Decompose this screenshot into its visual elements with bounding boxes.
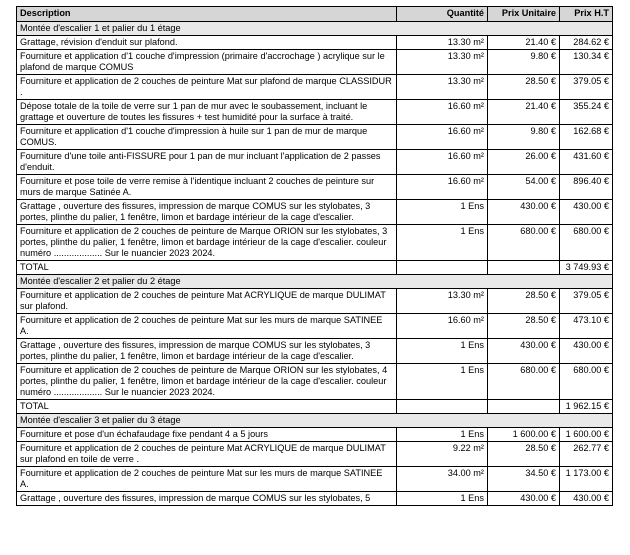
line-description: Grattage , ouverture des fissures, impression de marque COMUS sur les stylobates, 3 portes, plinthe du palier, 1 fenêtre, limon et bardage intérieur de la cage d'escalier.	[17, 339, 397, 364]
line-description: Fourniture et application de 2 couches de peinture de Marque ORION sur les stylobates, 4 portes, plinthe du palier, 1 fenêtre, limon et bardage intérieur de la cage d'escalier. couleur numéro ................... Sur le nuancier 2023 2024.	[17, 364, 397, 400]
line-total-price: 430.00 €	[560, 339, 613, 364]
line-description: Fourniture d'une toile anti-FISSURE pour 1 pan de mur incluant l'application de 2 passes d'enduit.	[17, 150, 397, 175]
line-unit-price: 9.80 €	[488, 125, 560, 150]
line-quantity: 1 Ens	[397, 492, 488, 506]
table-row	[17, 100, 613, 125]
line-description: Fourniture et application d'1 couche d'impression (primaire d'accrochage ) acrylique sur le plafond de marque COMUS	[17, 50, 397, 75]
line-total-price: 680.00 €	[560, 225, 613, 261]
line-total-price: 130.34 €	[560, 50, 613, 75]
line-total-price: 431.60 €	[560, 150, 613, 175]
table-row	[17, 175, 613, 200]
header-prix-unitaire: Prix Unitaire	[488, 7, 560, 22]
table-row	[17, 314, 613, 339]
line-quantity: 34.00 m²	[397, 467, 488, 492]
line-unit-price: 430.00 €	[488, 200, 560, 225]
section-title: Montée d'escalier 1 et palier du 1 étage	[17, 22, 613, 36]
line-description: Fourniture et application d'1 couche d'impression à huile sur 1 pan de mur de marque COMUS.	[17, 125, 397, 150]
line-description: Grattage , ouverture des fissures, impression de marque COMUS sur les stylobates, 5	[17, 492, 397, 506]
line-total-price: 1 600.00 €	[560, 428, 613, 442]
total-empty-cell	[488, 261, 560, 275]
table-header-row	[17, 7, 613, 22]
line-unit-price: 28.50 €	[488, 314, 560, 339]
line-unit-price: 1 600.00 €	[488, 428, 560, 442]
line-total-price: 355.24 €	[560, 100, 613, 125]
line-unit-price: 26.00 €	[488, 150, 560, 175]
line-total-price: 430.00 €	[560, 492, 613, 506]
line-description: Fourniture et pose toile de verre remise à l'identique incluant 2 couches de peinture sur murs de marque Satinée A.	[17, 175, 397, 200]
line-unit-price: 430.00 €	[488, 339, 560, 364]
line-quantity: 1 Ens	[397, 225, 488, 261]
line-total-price: 284.62 €	[560, 36, 613, 50]
line-total-price: 379.05 €	[560, 289, 613, 314]
total-value: 3 749.93 €	[560, 261, 613, 275]
line-quantity: 1 Ens	[397, 200, 488, 225]
line-description: Fourniture et pose d'un échafaudage fixe pendant 4 a 5 jours	[17, 428, 397, 442]
section-title: Montée d'escalier 3 et palier du 3 étage	[17, 414, 613, 428]
line-unit-price: 21.40 €	[488, 100, 560, 125]
line-quantity: 13.30 m²	[397, 75, 488, 100]
line-quantity: 16.60 m²	[397, 175, 488, 200]
line-unit-price: 34.50 €	[488, 467, 560, 492]
line-unit-price: 54.00 €	[488, 175, 560, 200]
line-unit-price: 28.50 €	[488, 442, 560, 467]
section-total-row	[17, 261, 613, 275]
line-total-price: 162.68 €	[560, 125, 613, 150]
line-description: Grattage , ouverture des fissures, impression de marque COMUS sur les stylobates, 3 portes, plinthe du palier, 1 fenêtre, limon et bardage intérieur de la cage d'escalier.	[17, 200, 397, 225]
line-total-price: 473.10 €	[560, 314, 613, 339]
table-row	[17, 50, 613, 75]
total-label: TOTAL	[17, 261, 397, 275]
table-body	[17, 22, 613, 506]
line-description: Dépose totale de la toile de verre sur 1 pan de mur avec le soubassement, incluant le grattage et ouverture de toutes les fissures + test humidité pour la surface à traité.	[17, 100, 397, 125]
header-prix-ht: Prix H.T	[560, 7, 613, 22]
table-row	[17, 428, 613, 442]
line-unit-price: 21.40 €	[488, 36, 560, 50]
line-total-price: 430.00 €	[560, 200, 613, 225]
line-total-price: 379.05 €	[560, 75, 613, 100]
line-total-price: 262.77 €	[560, 442, 613, 467]
quote-table-container	[16, 6, 612, 506]
line-quantity: 13.30 m²	[397, 50, 488, 75]
table-row	[17, 492, 613, 506]
table-row	[17, 150, 613, 175]
table-row	[17, 289, 613, 314]
quote-table	[16, 6, 613, 506]
line-description: Fourniture et application de 2 couches de peinture Mat sur les murs de marque SATINEE A.	[17, 467, 397, 492]
total-empty-cell	[488, 400, 560, 414]
line-quantity: 16.60 m²	[397, 100, 488, 125]
line-description: Fourniture et application de 2 couches de peinture Mat ACRYLIQUE de marque DULIMAT sur plafond.	[17, 289, 397, 314]
line-description: Fourniture et application de 2 couches de peinture Mat sur plafond de marque CLASSIDUR .	[17, 75, 397, 100]
line-quantity: 1 Ens	[397, 428, 488, 442]
line-unit-price: 680.00 €	[488, 225, 560, 261]
line-total-price: 1 173.00 €	[560, 467, 613, 492]
line-unit-price: 28.50 €	[488, 289, 560, 314]
line-quantity: 16.60 m²	[397, 150, 488, 175]
total-value: 1 962.15 €	[560, 400, 613, 414]
total-empty-cell	[397, 261, 488, 275]
line-unit-price: 680.00 €	[488, 364, 560, 400]
section-header-row	[17, 275, 613, 289]
header-description: Description	[17, 7, 397, 22]
line-unit-price: 430.00 €	[488, 492, 560, 506]
line-unit-price: 9.80 €	[488, 50, 560, 75]
table-row	[17, 200, 613, 225]
table-row	[17, 36, 613, 50]
table-row	[17, 467, 613, 492]
section-total-row	[17, 400, 613, 414]
header-quantite: Quantité	[397, 7, 488, 22]
table-row	[17, 442, 613, 467]
total-empty-cell	[397, 400, 488, 414]
line-quantity: 16.60 m²	[397, 314, 488, 339]
line-description: Fourniture et application de 2 couches de peinture Mat sur les murs de marque SATINEE A.	[17, 314, 397, 339]
line-quantity: 16.60 m²	[397, 125, 488, 150]
table-row	[17, 225, 613, 261]
table-row	[17, 339, 613, 364]
line-quantity: 1 Ens	[397, 339, 488, 364]
section-header-row	[17, 22, 613, 36]
section-header-row	[17, 414, 613, 428]
line-unit-price: 28.50 €	[488, 75, 560, 100]
line-quantity: 13.30 m²	[397, 289, 488, 314]
table-row	[17, 75, 613, 100]
line-quantity: 13.30 m²	[397, 36, 488, 50]
line-quantity: 1 Ens	[397, 364, 488, 400]
line-total-price: 680.00 €	[560, 364, 613, 400]
table-row	[17, 125, 613, 150]
section-title: Montée d'escalier 2 et palier du 2 étage	[17, 275, 613, 289]
line-description: Grattage, révision d'enduit sur plafond.	[17, 36, 397, 50]
line-total-price: 896.40 €	[560, 175, 613, 200]
line-description: Fourniture et application de 2 couches de peinture de Marque ORION sur les stylobates, 3 portes, plinthe du palier, 1 fenêtre, limon et bardage intérieur de la cage d'escalier. couleur numéro ................... Sur le nuancier 2023 2024.	[17, 225, 397, 261]
table-row	[17, 364, 613, 400]
line-description: Fourniture et application de 2 couches de peinture Mat ACRYLIQUE de marque DULIMAT sur plafond en toile de verre .	[17, 442, 397, 467]
line-quantity: 9.22 m²	[397, 442, 488, 467]
total-label: TOTAL	[17, 400, 397, 414]
